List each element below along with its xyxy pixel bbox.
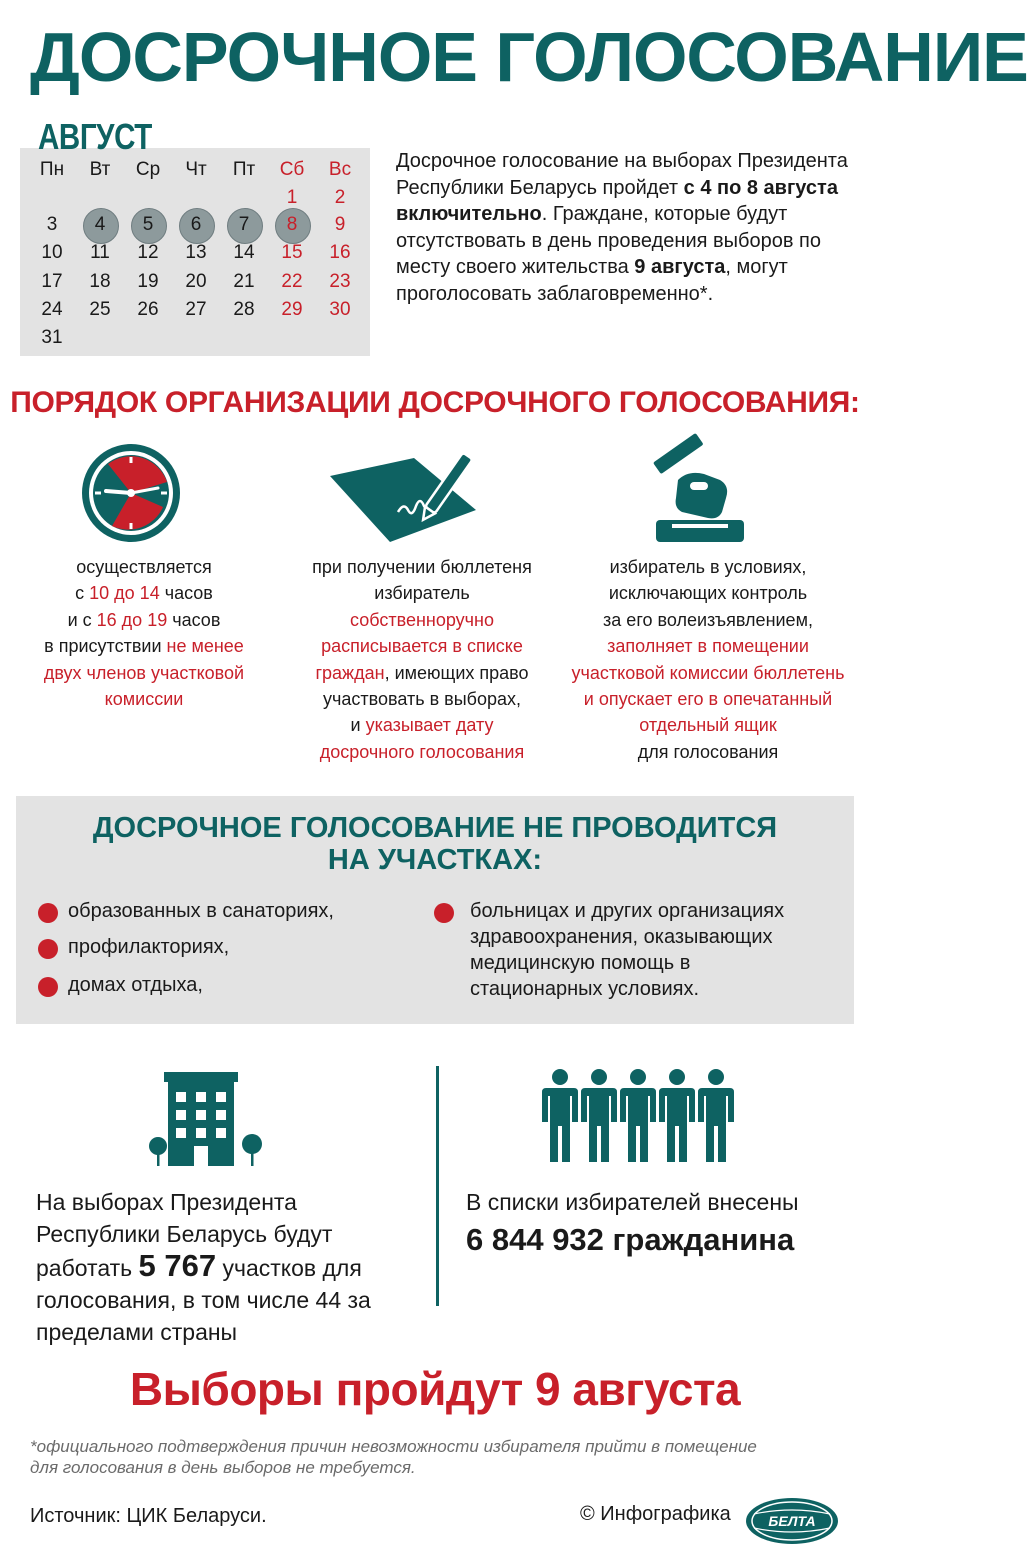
procedure-highlight: отдельный ящик bbox=[639, 715, 777, 736]
bullet-dot-icon bbox=[38, 903, 58, 923]
intro-text-2: . Граждане, которые будут отсутствовать в день проведения выборов по месту своего жительства bbox=[396, 203, 821, 278]
stations-line-3a: работать bbox=[36, 1255, 139, 1281]
calendar-day-early-voting: 7 bbox=[220, 211, 268, 239]
calendar-day: 30 bbox=[329, 299, 351, 320]
procedure-line bbox=[282, 660, 562, 686]
calendar-weekday: Вт bbox=[89, 159, 111, 180]
procedure-line bbox=[14, 580, 274, 606]
procedure-line bbox=[282, 739, 562, 765]
calendar-day: 27 bbox=[185, 299, 207, 320]
procedure-highlight: досрочного голосования bbox=[319, 741, 525, 762]
procedure-line bbox=[560, 580, 856, 606]
procedure-highlight: указывает дату bbox=[365, 715, 494, 736]
hospitals-line-2: здравоохранения, оказывающих bbox=[470, 926, 773, 948]
logo-text: БЕЛТА bbox=[768, 1513, 816, 1529]
source-text: Источник: ЦИК Беларуси. bbox=[30, 1505, 267, 1527]
calendar-day: 18 bbox=[89, 271, 111, 292]
calendar-day-early-voting: 8 bbox=[268, 211, 316, 239]
procedure-highlight: 16 до 19 bbox=[96, 609, 168, 630]
procedure-highlight: собственноручно bbox=[350, 609, 494, 630]
bullet-dot-icon bbox=[434, 903, 454, 923]
procedure-highlight: двух членов участковой bbox=[43, 662, 245, 683]
pen-signing-icon bbox=[328, 446, 488, 546]
calendar-day: 29 bbox=[281, 299, 303, 320]
procedure-highlight: не менее bbox=[166, 636, 244, 657]
intro-early-dates: с 4 по 8 августа включительно bbox=[396, 176, 838, 225]
procedure-text: за его волеизъявлением, bbox=[603, 609, 813, 630]
procedure-text: в присутствии bbox=[44, 636, 167, 657]
procedure-line bbox=[560, 712, 856, 738]
calendar-day: 9 bbox=[334, 214, 346, 235]
ballot-box-hand-icon bbox=[650, 436, 750, 546]
footnote-line-1: *официального подтверждения причин невозможности избирателя прийти в помещение bbox=[30, 1437, 757, 1456]
procedure-line bbox=[560, 607, 856, 633]
stations-line-1: На выборах Президента bbox=[36, 1189, 297, 1215]
procedure-line bbox=[14, 660, 274, 686]
not-held-item-dispensaries: профилакториях, bbox=[68, 936, 230, 958]
procedure-text: , имеющих право bbox=[384, 662, 529, 683]
intro-election-day: 9 августа bbox=[634, 256, 726, 278]
clock-icon bbox=[80, 442, 182, 544]
calendar-day: 13 bbox=[185, 242, 207, 263]
stations-count: 5 767 bbox=[138, 1248, 217, 1283]
stations-line-5: пределами страны bbox=[36, 1319, 238, 1345]
calendar-weekday: Ср bbox=[135, 159, 161, 180]
procedure-line bbox=[560, 739, 856, 765]
procedure-line bbox=[282, 580, 562, 606]
stations-line-3b: участков для bbox=[216, 1255, 362, 1281]
intro-paragraph bbox=[396, 148, 856, 307]
procedure-highlight: граждан bbox=[315, 662, 385, 683]
procedure-line bbox=[560, 660, 856, 686]
procedure-line bbox=[14, 554, 274, 580]
calendar-day: 21 bbox=[233, 271, 255, 292]
procedure-line bbox=[14, 633, 274, 659]
procedure-line bbox=[14, 607, 274, 633]
calendar-day: 17 bbox=[41, 271, 63, 292]
calendar-weekday: Пн bbox=[39, 159, 65, 180]
intro-text-3: , могут проголосовать заблаговременно*. bbox=[396, 256, 788, 305]
procedure-highlight: и опускает его в опечатанный bbox=[583, 689, 833, 710]
calendar-day: 23 bbox=[329, 271, 351, 292]
intro-text-1: Досрочное голосование на выборах Президента Республики Беларусь пройдет bbox=[396, 150, 848, 199]
procedure-text: часов bbox=[159, 583, 213, 604]
elections-date-banner: Выборы пройдут 9 августа bbox=[129, 1363, 741, 1415]
calendar-day: 20 bbox=[185, 271, 207, 292]
belta-logo bbox=[744, 1496, 840, 1546]
calendar-day: 3 bbox=[46, 214, 58, 235]
polling-stations-stat bbox=[36, 1186, 436, 1348]
procedure-line bbox=[282, 554, 562, 580]
procedure-line bbox=[282, 633, 562, 659]
not-held-title bbox=[0, 812, 870, 876]
procedure-highlight: 10 до 14 bbox=[89, 583, 160, 604]
hospitals-line-1: больницах и других организациях bbox=[470, 900, 785, 922]
procedure-line bbox=[282, 686, 562, 712]
procedure-text: с bbox=[75, 583, 90, 604]
procedure-text: часов bbox=[167, 609, 221, 630]
infographic-credit: © Инфографика bbox=[580, 1503, 731, 1525]
procedure-text: осуществляется bbox=[76, 557, 212, 577]
not-held-title-line-2: НА УЧАСТКАХ: bbox=[327, 844, 543, 876]
calendar-day: 19 bbox=[137, 271, 159, 292]
stations-line-4: голосования, в том числе 44 за bbox=[36, 1287, 371, 1313]
calendar-month: АВГУСТ bbox=[38, 116, 152, 157]
bullet-dot-icon bbox=[38, 939, 58, 959]
calendar-weekday: Чт bbox=[185, 159, 207, 180]
not-held-item-rest-homes: домах отдыха, bbox=[68, 974, 203, 996]
calendar-day: 28 bbox=[233, 299, 255, 320]
calendar-day-early-voting: 6 bbox=[172, 211, 220, 239]
procedure-highlight: комиссии bbox=[104, 689, 184, 710]
footnote bbox=[30, 1436, 860, 1478]
polling-station-building-icon bbox=[146, 1068, 266, 1166]
calendar-day-early-voting: 5 bbox=[124, 211, 172, 239]
procedure-section-title: ПОРЯДОК ОРГАНИЗАЦИИ ДОСРОЧНОГО ГОЛОСОВАНИЯ: bbox=[10, 386, 860, 419]
page-title: ДОСРОЧНОЕ ГОЛОСОВАНИЕ bbox=[30, 18, 1028, 96]
calendar-weekday: Сб bbox=[279, 159, 305, 180]
calendar-day-early-voting: 4 bbox=[76, 211, 124, 239]
procedure-item-ballot bbox=[560, 554, 856, 765]
calendar-day: 14 bbox=[233, 242, 255, 263]
procedure-text: избиратель bbox=[374, 583, 470, 604]
procedure-line bbox=[282, 607, 562, 633]
stats-divider bbox=[436, 1066, 439, 1306]
voters-count: 6 844 932 гражданина bbox=[466, 1222, 795, 1257]
calendar-weekday: Пт bbox=[232, 159, 256, 180]
procedure-text: и bbox=[350, 715, 366, 736]
procedure-highlight: участковой комиссии бюллетень bbox=[571, 662, 845, 683]
procedure-text: для голосования bbox=[637, 741, 779, 762]
not-held-item-hospitals bbox=[470, 898, 850, 1002]
calendar bbox=[20, 148, 370, 356]
footnote-line-2: для голосования в день выборов не требуется. bbox=[30, 1458, 416, 1477]
calendar-day: 16 bbox=[329, 242, 351, 263]
procedure-item-signature bbox=[282, 554, 562, 765]
calendar-day: 15 bbox=[281, 242, 303, 263]
procedure-text: участвовать в выборах, bbox=[322, 689, 521, 710]
procedure-text: и с bbox=[67, 609, 97, 630]
bullet-dot-icon bbox=[38, 977, 58, 997]
procedure-line bbox=[560, 554, 856, 580]
calendar-day: 11 bbox=[90, 242, 110, 263]
calendar-weekday: Вс bbox=[328, 159, 352, 180]
calendar-day: 2 bbox=[334, 187, 346, 208]
hospitals-line-4: стационарных условиях. bbox=[470, 978, 700, 1000]
procedure-line bbox=[560, 686, 856, 712]
hospitals-line-3: медицинскую помощь в bbox=[470, 952, 691, 974]
procedure-line bbox=[282, 712, 562, 738]
procedure-item-hours bbox=[14, 554, 274, 712]
procedure-line bbox=[14, 686, 274, 712]
calendar-day: 12 bbox=[137, 242, 159, 263]
calendar-day: 22 bbox=[281, 271, 303, 292]
voters-stat bbox=[466, 1186, 856, 1256]
voters-group-icon bbox=[542, 1068, 736, 1162]
calendar-day: 10 bbox=[41, 242, 63, 263]
procedure-highlight: расписывается в списке bbox=[321, 636, 523, 657]
not-held-title-line-1: ДОСРОЧНОЕ ГОЛОСОВАНИЕ НЕ ПРОВОДИТСЯ bbox=[92, 812, 778, 844]
calendar-day: 1 bbox=[286, 187, 298, 208]
procedure-text: избиратель в условиях, bbox=[609, 557, 807, 577]
calendar-day: 24 bbox=[41, 299, 63, 320]
procedure-text: при получении бюллетеня bbox=[312, 557, 532, 577]
procedure-text: исключающих контроль bbox=[608, 583, 808, 604]
stations-line-2: Республики Беларусь будут bbox=[36, 1221, 333, 1247]
procedure-line bbox=[560, 633, 856, 659]
calendar-day: 31 bbox=[41, 327, 63, 348]
voters-line-1: В списки избирателей внесены bbox=[466, 1189, 799, 1215]
calendar-day: 26 bbox=[137, 299, 159, 320]
procedure-highlight: заполняет в помещении bbox=[607, 636, 809, 657]
not-held-item-sanatoriums: образованных в санаториях, bbox=[68, 900, 334, 922]
calendar-day: 25 bbox=[89, 299, 111, 320]
